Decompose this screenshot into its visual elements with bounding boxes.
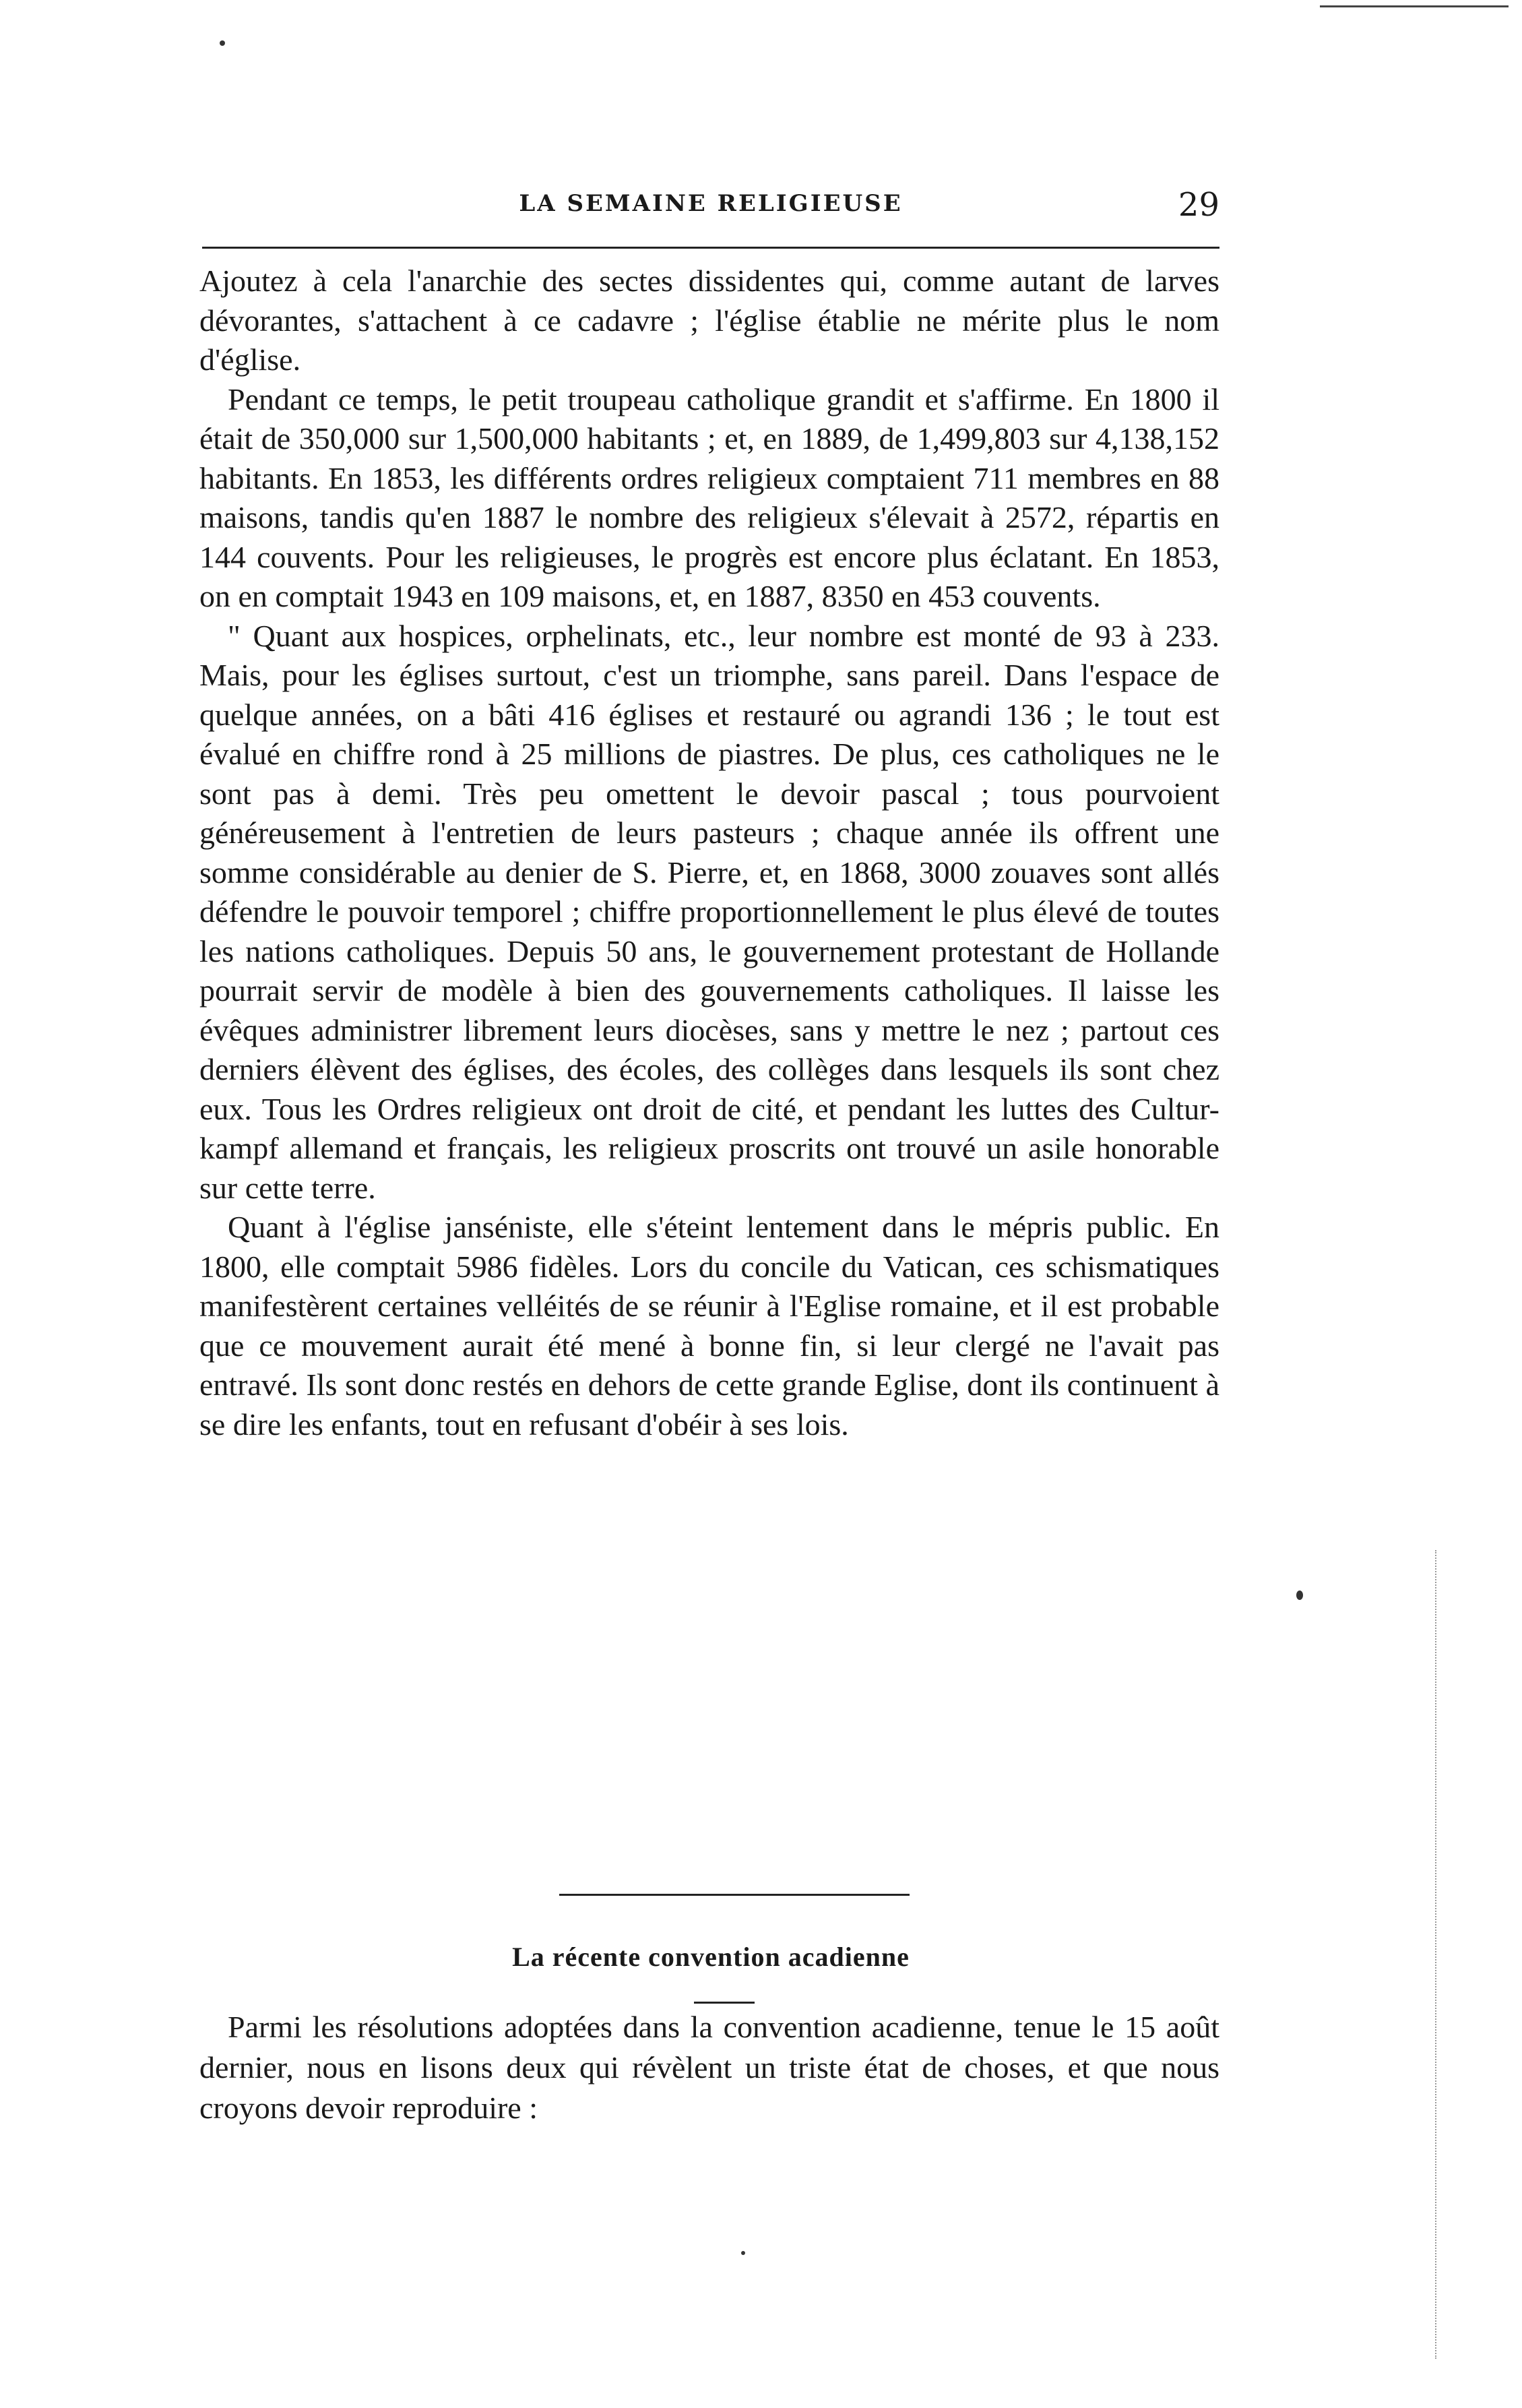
- scan-edge-mark: [1320, 5, 1509, 7]
- heading-dash: [694, 2002, 755, 2004]
- header-rule: [202, 247, 1219, 249]
- scan-speck: [220, 40, 225, 46]
- scan-speck: [1296, 1591, 1303, 1600]
- section-divider: [559, 1894, 910, 1896]
- paragraph: Pendant ce temps, le petit troupeau catholique grandit et s'affirme. En 1800 il était de 350,000 sur 1,500,000 habitants ; et, en 1889, de 1,499,803 sur 4,138,152 habitants. En 1853, les différents ordres religieux comptaient 711 membres en 88 maisons, tandis qu'en 1887 le nombre des religieux s'élevait à 2572, répartis en 144 couvents. Pour les religieuses, le progrès est encore plus éclatant. En 1853, on en comptait 1943 en 109 maisons, et, en 1887, 8350 en 453 couvents.: [199, 381, 1219, 613]
- paragraph: " Quant aux hospices, orphelinats, etc., leur nombre est monté de 93 à 233. Mais, pour les églises surtout, c'est un triomphe, sans pareil. Dans l'espace de quelque années, on a bâti 416 églises et restauré ou agrandi 136 ; le tout est évalué en chiffre rond à 25 millions de piastres. De plus, ces catholiques ne le sont pas à demi. Très peu omettent le devoir pascal ; tous pourvoient généreusement à l'entretien de leurs pasteurs ; chaque année ils offrent une somme considérable au denier de S. Pierre, et, en 1868, 3000 zouaves sont allés défendre le pouvoir temporel ; chiffre proportionnellement le plus élevé de toutes les nations catholiques. Depuis 50 ans, le gouvernement protestant de Hollande pourrait servir de modèle à bien des gouvernements catholiques. Il laisse les évêques administrer librement leurs diocèses, sans y mettre le nez ; partout ces derniers élèvent des églises, des écoles, des collèges dans lesquels ils sont chez eux. Tous les Ordres religieux ont droit de cité, et pendant les luttes des Cultur-kampf allemand et français, les religieux proscrits ont trouvé un asile honorable sur cette terre.: [199, 618, 1219, 1205]
- section-body: [199, 2007, 1219, 2128]
- scan-speck: [741, 2251, 745, 2255]
- page-number: 29: [1178, 186, 1219, 224]
- section-heading: La récente convention acadienne: [512, 1942, 910, 1972]
- paragraph: Ajoutez à cela l'anarchie des sectes dissidentes qui, comme autant de larves dévorantes, s'attachent à ce cadavre ; l'église établie ne mérite plus le nom d'église.: [199, 264, 1219, 377]
- margin-scan-marks: [1435, 1550, 1463, 2359]
- running-head: [202, 186, 1219, 226]
- article-body: [199, 261, 1219, 1444]
- running-title: LA SEMAINE RELIGIEUSE: [519, 190, 903, 217]
- paragraph: Parmi les résolutions adoptées dans la convention acadienne, tenue le 15 août dernier, nous en lisons deux qui révèlent un triste état de choses, et que nous croyons devoir reproduire :: [199, 2010, 1219, 2125]
- paragraph: Quant à l'église janséniste, elle s'éteint lentement dans le mépris public. En 1800, elle comptait 5986 fidèles. Lors du concile du Vatican, ces schismatiques manifestèrent certaines velléités de se réunir à l'Eglise romaine, et il est probable que ce mouvement aurait été mené à bonne fin, si leur clergé ne l'avait pas entravé. Ils sont donc restés en dehors de cette grande Eglise, dont ils continuent à se dire les enfants, tout en refusant d'obéir à ses lois.: [199, 1210, 1219, 1442]
